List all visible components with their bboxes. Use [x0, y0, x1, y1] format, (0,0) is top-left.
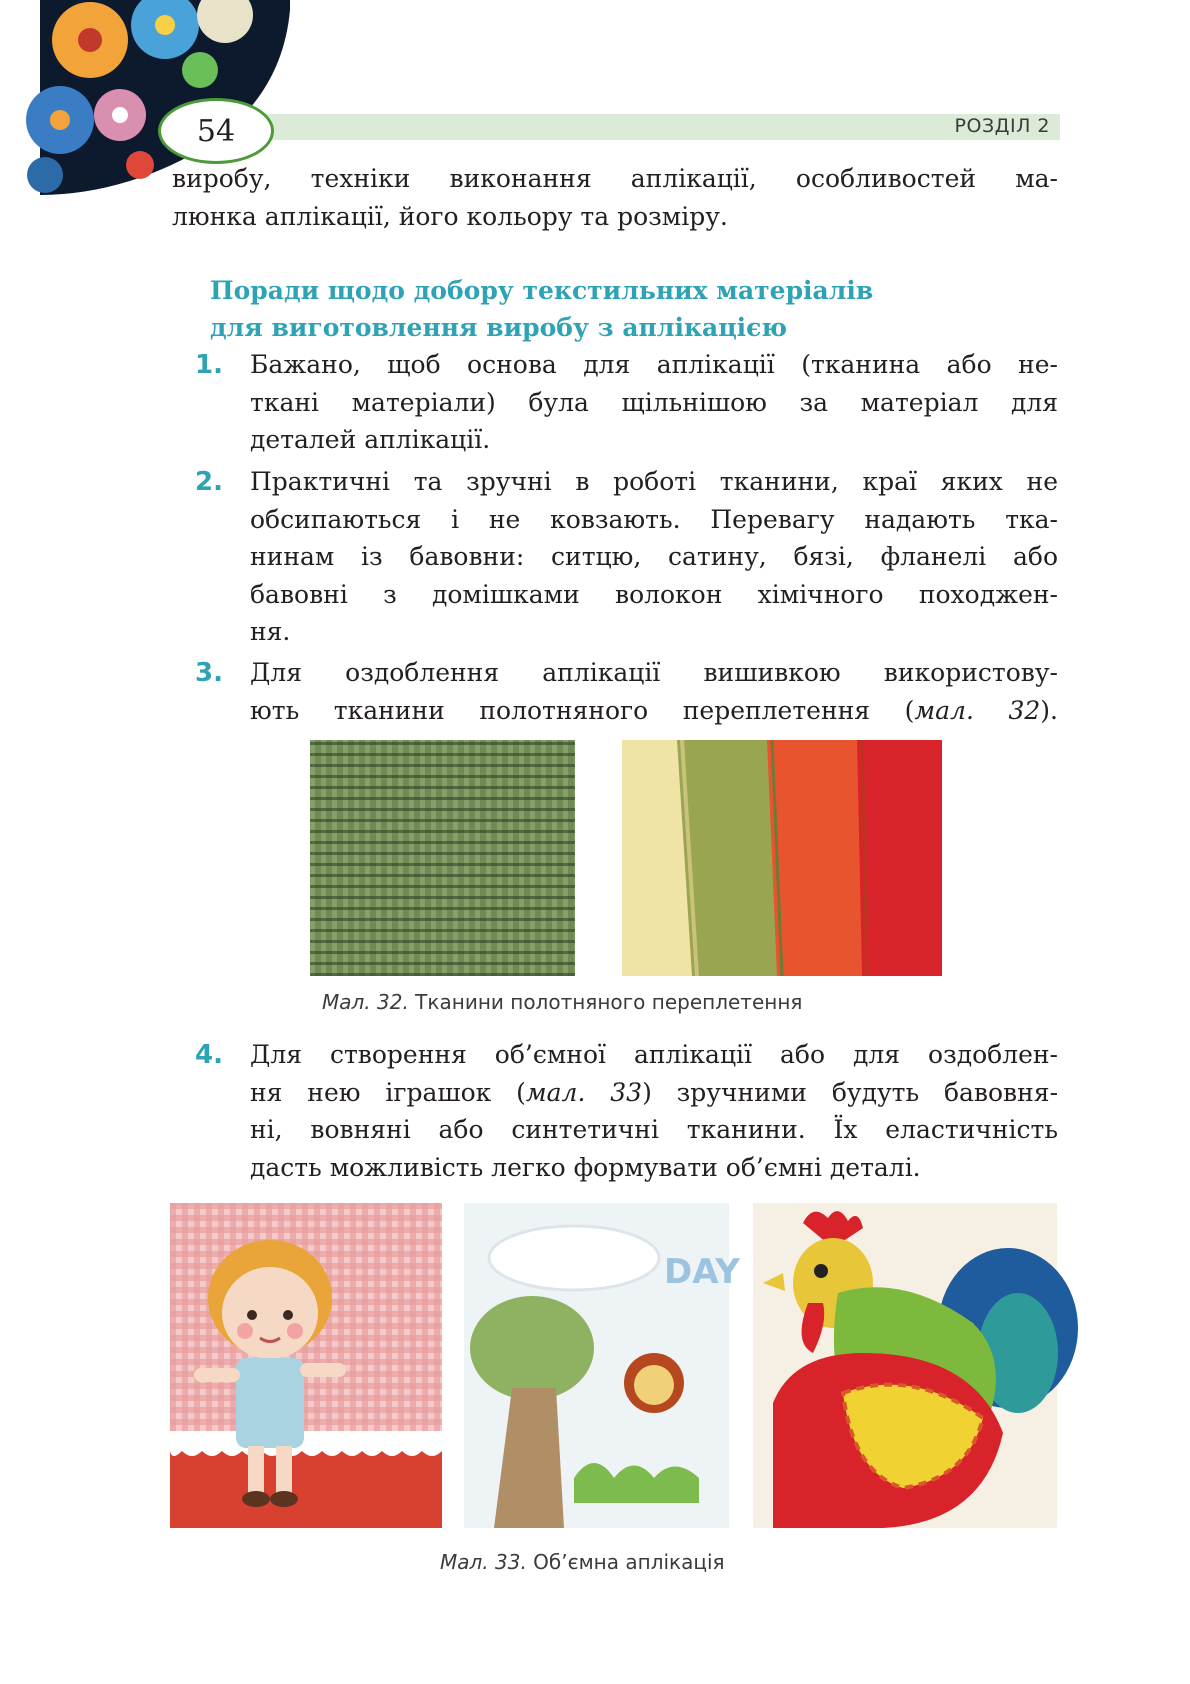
text-line: ні, вовняні або синтетичні тканини. Їх еластичність: [250, 1115, 1058, 1144]
figure-reference: мал. 33: [525, 1077, 643, 1107]
list-item: [250, 463, 1058, 651]
heading-line: Поради щодо добору текстильних матеріалів: [210, 276, 874, 305]
heading-line: для виготовлення виробу з аплікацією: [210, 313, 788, 342]
cloud-label: DAY: [664, 1252, 740, 1292]
text-line: виробу, техніки виконання аплікації, особливостей ма-: [172, 164, 1058, 193]
text-line: Для оздоблення аплікації вишивкою використову-: [250, 658, 1058, 687]
text-line: обсипаються і не ковзають. Перевагу надають тка-: [250, 504, 1058, 534]
header-band: [250, 114, 1060, 140]
item-number: 4.: [195, 1040, 223, 1070]
page-number: 54: [158, 98, 274, 164]
text-line: ня нею іграшок (мал. 33) зручними будуть бавовня-: [250, 1077, 1059, 1107]
intro-paragraph: [172, 160, 1058, 235]
plain-weave-fabric-photo: [310, 740, 575, 976]
text-line: нинам із бавовни: ситцю, сатину, бязі, фланелі або: [250, 542, 1058, 571]
text-line: бавовні з домішками волокон хімічного походжен-: [250, 579, 1058, 609]
item-number: 1.: [195, 350, 223, 380]
list-item: [250, 1036, 1058, 1186]
felt-rooster-photo: [753, 1203, 1057, 1528]
figure-32-caption: Мал. 32. Тканини полотняного переплетення: [322, 990, 803, 1014]
felt-tree-photo: [464, 1203, 740, 1528]
text-line: дасть можливість легко формувати об’ємні деталі.: [250, 1152, 921, 1182]
text-line: деталей аплікації.: [250, 425, 491, 454]
text-line: Бажано, щоб основа для аплікації (тканина або не-: [250, 350, 1058, 379]
list-item: [250, 346, 1058, 459]
item-number: 3.: [195, 658, 223, 688]
section-label: РОЗДІЛ 2: [954, 115, 1050, 137]
figure-33-caption: Мал. 33. Об’ємна аплікація: [440, 1550, 725, 1574]
text-line: ня.: [250, 617, 291, 646]
text-line: люнка аплікації, його кольору та розміру.: [172, 201, 728, 231]
list-item: [250, 654, 1058, 729]
text-line: Для створення об’ємної аплікації або для оздоблен-: [250, 1040, 1058, 1069]
text-line: Практичні та зручні в роботі тканини, краї яких не: [250, 467, 1058, 496]
fabric-strips-photo: [622, 740, 942, 976]
item-number: 2.: [195, 467, 223, 497]
text-line: ткані матеріали) була щільнішою за матеріал для: [250, 387, 1058, 417]
text-line: ють тканини полотняного переплетення (мал. 32).: [250, 695, 1058, 725]
felt-doll-photo: [170, 1203, 442, 1528]
tips-heading: [210, 272, 1010, 346]
figure-reference: мал. 32: [914, 695, 1041, 725]
